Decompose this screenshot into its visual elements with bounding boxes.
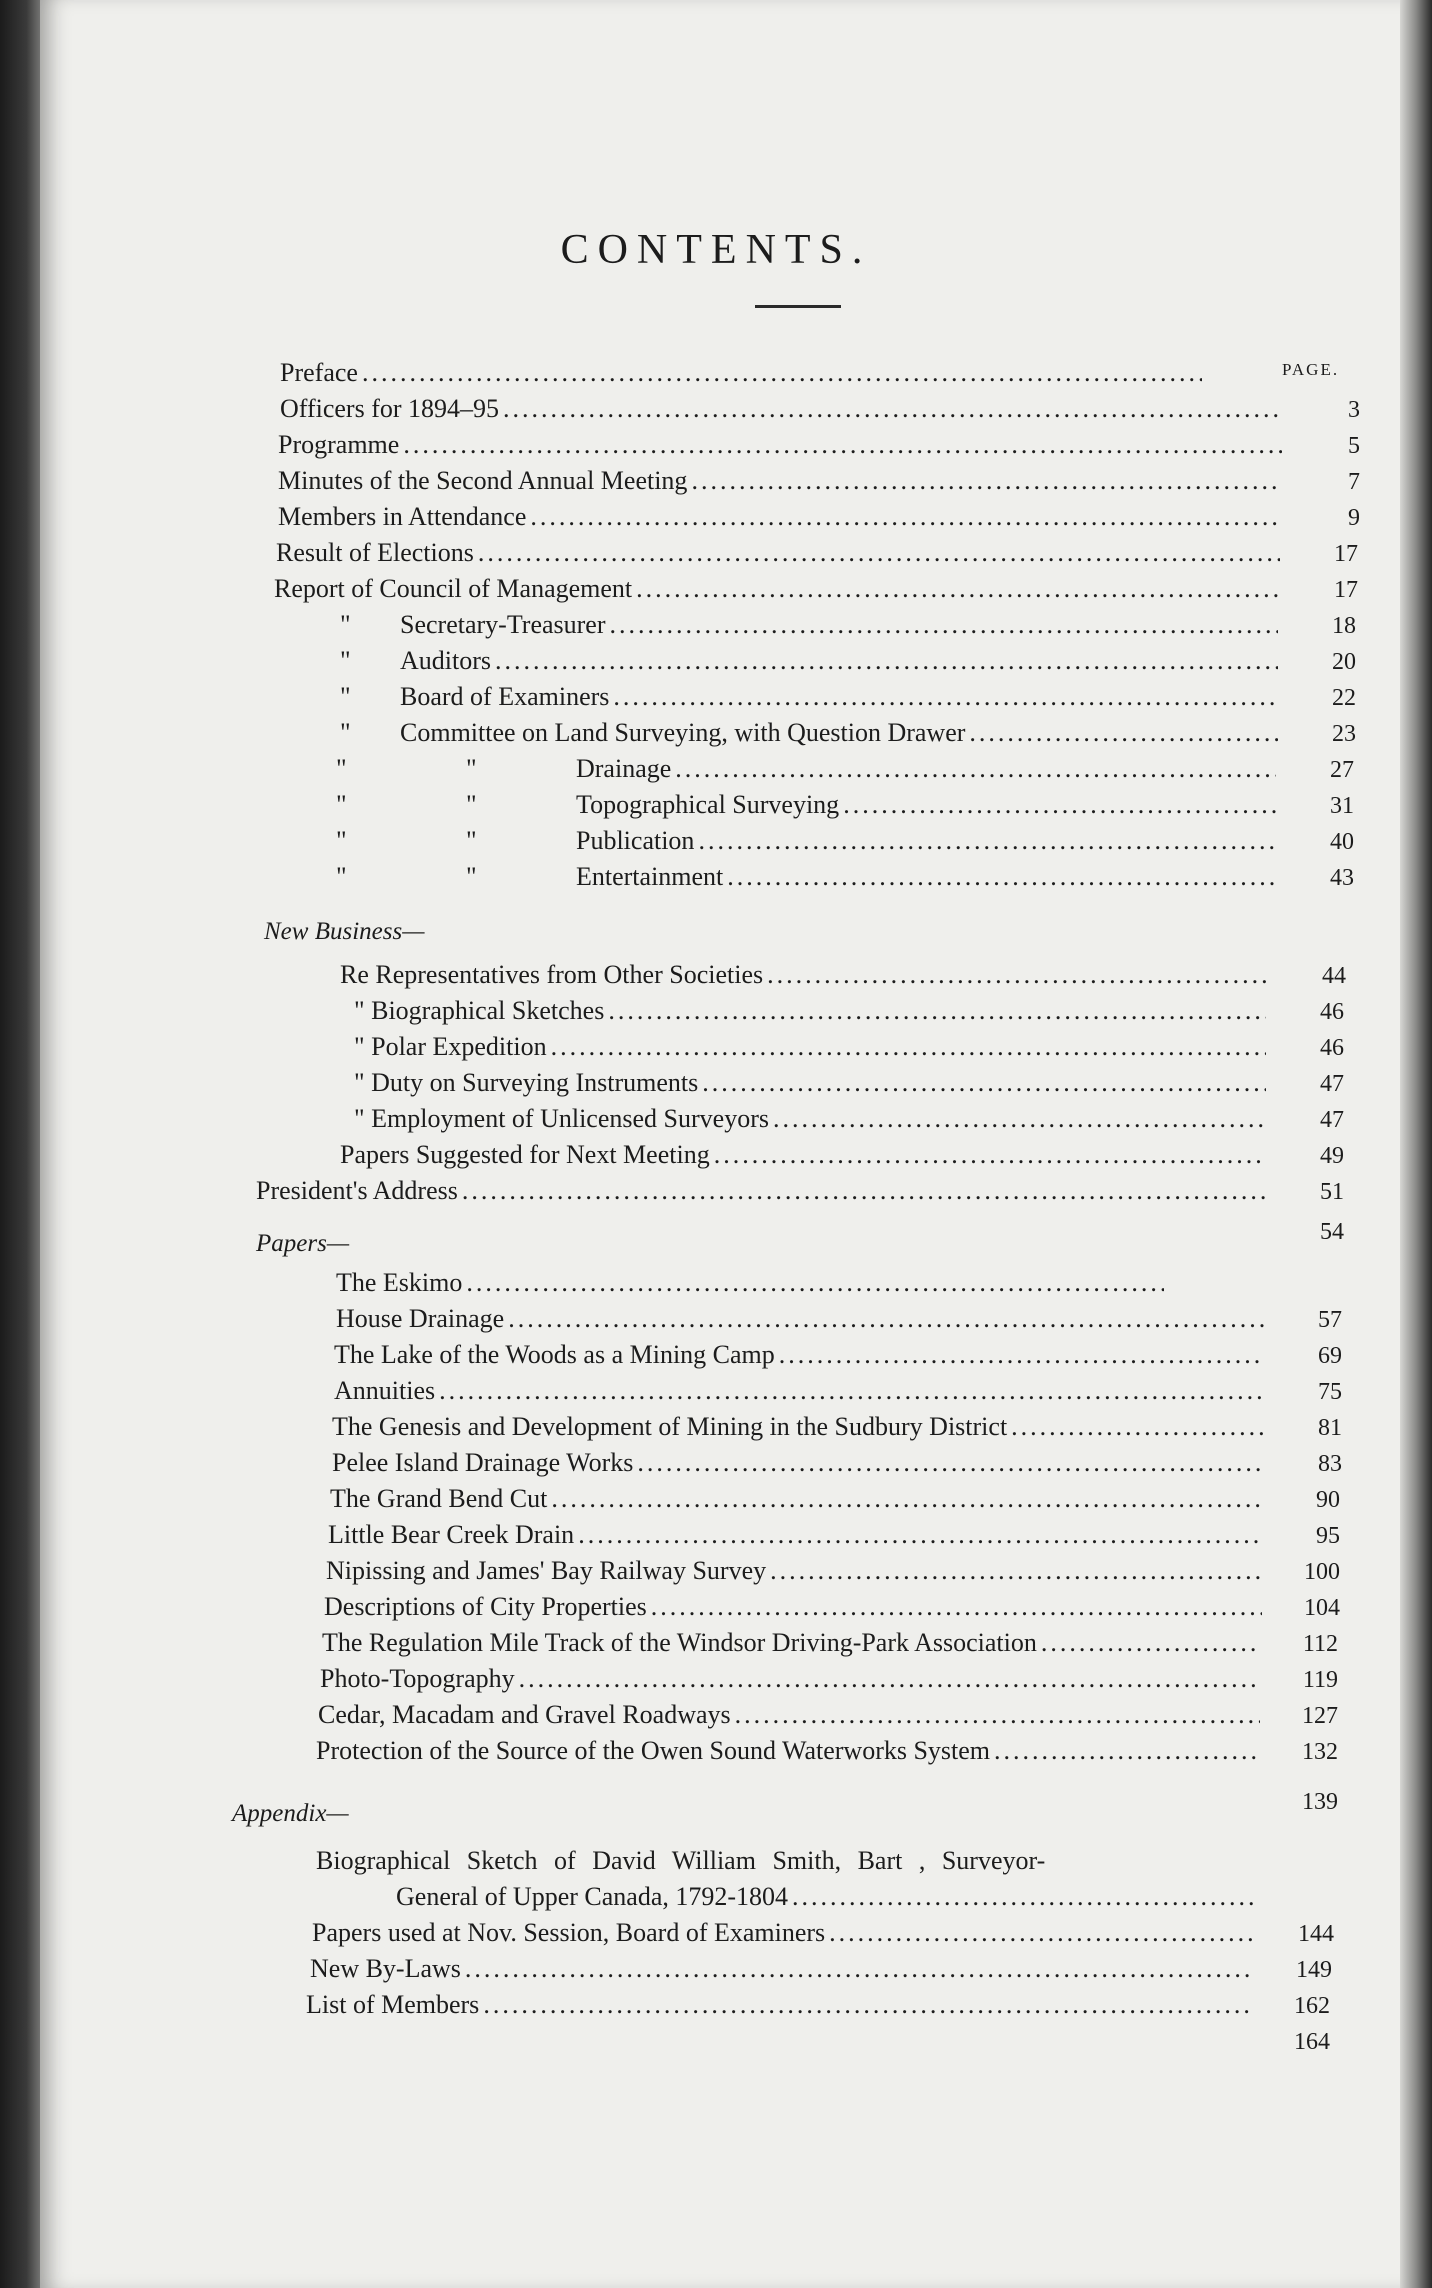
toc-entry[interactable]: Report of Council of Management ..... 17 xyxy=(274,574,1358,614)
leader-dots xyxy=(1011,1412,1264,1442)
ditto-mark: " xyxy=(336,862,347,891)
leader-dots xyxy=(829,1918,1256,1948)
leader-dots xyxy=(466,1268,1164,1298)
ditto-mark: " xyxy=(466,862,477,891)
toc-entry[interactable]: Members in Attendance ..... 9 xyxy=(278,502,1360,542)
leader-dots xyxy=(767,960,1268,990)
toc-entry[interactable]: President's Address ..... 51 xyxy=(256,1176,1344,1216)
leader-dots xyxy=(508,1304,1264,1334)
leader-dots xyxy=(691,466,1282,496)
toc-entry[interactable]: New By-Laws ..... 149 xyxy=(310,1954,1332,1994)
leader-dots xyxy=(530,502,1282,532)
leader-dots xyxy=(637,1448,1264,1478)
toc-entry[interactable]: Re Representatives from Other Societies ..... 44 xyxy=(340,960,1346,1000)
toc-entry[interactable]: Descriptions of City Properties ..... 104 xyxy=(324,1592,1340,1632)
toc-entry[interactable]: The Lake of the Woods as a Mining Camp ..... 69 xyxy=(334,1340,1342,1380)
toc-entry[interactable]: " Duty on Surveying Instruments ..... 47 xyxy=(354,1068,1344,1108)
leader-dots xyxy=(651,1592,1262,1622)
toc-entry[interactable]: Biographical Sketch of David William Smith, Bart , Surveyor- xyxy=(316,1846,1046,1875)
leader-dots xyxy=(1041,1628,1260,1658)
toc-entry[interactable]: Protection of the Source of the Owen Sound Waterworks System ..... 132 xyxy=(316,1736,1338,1776)
title-rule xyxy=(755,305,841,308)
leader-dots xyxy=(636,574,1280,604)
section-heading-new-business: New Business— xyxy=(264,918,425,945)
leader-dots xyxy=(483,1990,1252,2020)
toc-entry[interactable]: The Eskimo ..... xyxy=(336,1268,1242,1308)
leader-dots xyxy=(462,1176,1266,1206)
ditto-mark: " xyxy=(466,754,477,783)
papers-start-page: 54 xyxy=(1320,1219,1344,1245)
toc-entry[interactable]: " Board of Examiners ..... 22 xyxy=(340,682,1356,722)
leader-dots xyxy=(439,1376,1264,1406)
leader-dots xyxy=(843,790,1276,820)
toc-entry[interactable]: " Committee on Land Surveying, with Question Drawer ..... 23 xyxy=(340,718,1356,758)
toc-entry[interactable]: " " Drainage ..... 27 xyxy=(336,754,1354,794)
ditto-mark: " xyxy=(466,826,477,855)
toc-entry[interactable]: Pelee Island Drainage Works ..... 83 xyxy=(332,1448,1342,1488)
page-column-heading: PAGE. xyxy=(1282,360,1340,379)
section-heading-papers: Papers— xyxy=(256,1230,350,1257)
toc-entry[interactable]: Minutes of the Second Annual Meeting ..... 7 xyxy=(278,466,1360,506)
last-page-number: 164 xyxy=(1294,2029,1330,2055)
toc-entry[interactable]: " " Topographical Surveying ..... 31 xyxy=(336,790,1354,830)
leader-dots xyxy=(495,646,1278,676)
toc-entry[interactable]: " " Entertainment ..... 43 xyxy=(336,862,1354,902)
ditto-mark: " xyxy=(340,610,351,639)
toc-entry-continued[interactable]: General of Upper Canada, 1792-1804 ..... xyxy=(396,1882,1334,1922)
toc-entry[interactable]: List of Members ..... 162 xyxy=(306,1990,1330,2030)
leader-dots xyxy=(465,1954,1254,1984)
toc-entry[interactable]: Annuities ..... 75 xyxy=(334,1376,1342,1416)
toc-entry[interactable]: Programme ..... 5 xyxy=(278,430,1360,470)
leader-dots xyxy=(613,682,1278,712)
leader-dots xyxy=(702,1068,1266,1098)
section-heading-appendix: Appendix— xyxy=(232,1800,349,1827)
page-right-edge xyxy=(1400,0,1432,2288)
ditto-mark: " xyxy=(336,790,347,819)
leader-dots xyxy=(503,394,1282,424)
leader-dots xyxy=(551,1032,1266,1062)
leader-dots xyxy=(792,1882,1256,1912)
leader-dots xyxy=(362,358,1202,388)
toc-entry[interactable]: Papers used at Nov. Session, Board of Examiners ..... 144 xyxy=(312,1918,1334,1958)
toc-entry[interactable]: " Biographical Sketches ..... 46 xyxy=(354,996,1344,1036)
leader-dots xyxy=(610,610,1279,640)
leader-dots xyxy=(551,1484,1262,1514)
leader-dots xyxy=(735,1700,1260,1730)
toc-entry[interactable]: The Grand Bend Cut ..... 90 xyxy=(330,1484,1340,1524)
toc-entry[interactable]: Little Bear Creek Drain ..... 95 xyxy=(328,1520,1340,1560)
leader-dots xyxy=(727,862,1276,892)
page-title: CONTENTS. xyxy=(560,227,872,273)
toc-entry[interactable]: Officers for 1894–95 ..... 3 xyxy=(280,394,1360,434)
toc-entry[interactable]: House Drainage ..... 57 xyxy=(336,1304,1342,1344)
leader-dots xyxy=(608,996,1266,1026)
toc-entry[interactable]: " " Publication ..... 40 xyxy=(336,826,1354,866)
toc-entry[interactable]: " Polar Expedition ..... 46 xyxy=(354,1032,1344,1072)
leader-dots xyxy=(478,538,1280,568)
leader-dots xyxy=(403,430,1282,460)
toc-entry[interactable]: The Regulation Mile Track of the Windsor Driving-Park Association ..... 112 xyxy=(322,1628,1338,1668)
toc-entry[interactable]: Cedar, Macadam and Gravel Roadways ..... 127 xyxy=(318,1700,1338,1740)
ditto-mark: " xyxy=(340,646,351,675)
ditto-mark: " xyxy=(340,682,351,711)
appendix-start-page: 139 xyxy=(1302,1789,1338,1815)
leader-dots xyxy=(519,1664,1260,1694)
leader-dots xyxy=(773,1104,1266,1134)
toc-entry[interactable]: Papers Suggested for Next Meeting ..... 49 xyxy=(340,1140,1344,1180)
leader-dots xyxy=(779,1340,1264,1370)
ditto-mark: " xyxy=(340,718,351,747)
leader-dots xyxy=(770,1556,1262,1586)
ditto-mark: " xyxy=(466,790,477,819)
toc-entry[interactable]: Photo-Topography ..... 119 xyxy=(320,1664,1338,1704)
toc-entry[interactable]: " Employment of Unlicensed Surveyors ..... 47 xyxy=(354,1104,1344,1144)
toc-entry[interactable]: " Secretary-Treasurer ..... 18 xyxy=(340,610,1356,650)
toc-entry[interactable]: Result of Elections ..... 17 xyxy=(276,538,1358,578)
toc-entry[interactable]: Preface ..... xyxy=(280,358,1280,398)
leader-dots xyxy=(578,1520,1262,1550)
leader-dots xyxy=(714,1140,1266,1170)
leader-dots xyxy=(969,718,1278,748)
toc-entry[interactable]: " Auditors ..... 20 xyxy=(340,646,1356,686)
leader-dots xyxy=(994,1736,1260,1766)
ditto-mark: " xyxy=(336,826,347,855)
leader-dots xyxy=(698,826,1276,856)
ditto-mark: " xyxy=(336,754,347,783)
toc-entry[interactable]: Nipissing and James' Bay Railway Survey ..... 100 xyxy=(326,1556,1340,1596)
leader-dots xyxy=(675,754,1276,784)
toc-entry[interactable]: The Genesis and Development of Mining in the Sudbury District ..... 81 xyxy=(332,1412,1342,1452)
